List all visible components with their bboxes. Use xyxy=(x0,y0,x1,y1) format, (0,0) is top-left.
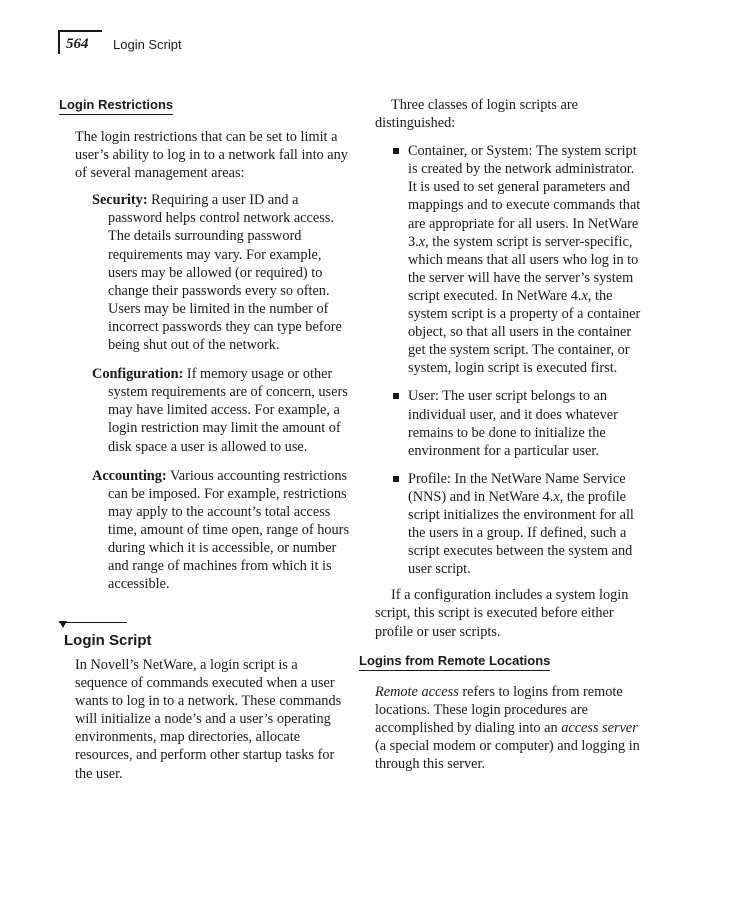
definition-term: Configuration: xyxy=(92,366,184,383)
list-item xyxy=(375,387,645,459)
restrictions-intro: The login restrictions that can be set to limit a user’s ability to log in to a network fall into any of several management areas: xyxy=(75,129,348,182)
section-rule xyxy=(59,622,127,623)
login-script-heading: Login Script xyxy=(64,632,152,649)
square-bullet-icon xyxy=(393,476,399,482)
definition-term: Accounting: xyxy=(92,467,167,484)
right-column xyxy=(359,96,645,773)
definition-term: Security: xyxy=(92,192,148,209)
header-rule-vertical xyxy=(58,30,60,54)
paragraph-text: refers to logins from remote locations. These login procedures are accomplished by dialing into an xyxy=(375,683,623,736)
login-script-section xyxy=(75,656,353,783)
paragraph-text: (a special modem or computer) and logging in through this server. xyxy=(375,737,640,772)
list-item-text: , the profile script initializes the environment for all the users in a group. If defined, such a script executes between the system and user script. xyxy=(408,488,634,578)
defined-term: Remote access xyxy=(375,683,459,700)
list-item-text: Container, or System: The system script is created by the network administrator. It is used to set general parameters and mappings and to execute commands that are appropriate for all users. In NetWare 3. xyxy=(408,143,641,250)
configuration-paragraph: If a configuration includes a system login script, this script is executed before either profile or user scripts. xyxy=(375,587,629,640)
version-variable: x xyxy=(581,287,588,304)
definition-text: Requiring a user ID and a password helps control network access. The details surrounding password requirements may vary. For example, users may be allowed (or required) to change their passwords every so often. Users may be limited in the number of incorrect passwords they can type before being shut out of the network. xyxy=(108,192,342,354)
definition-security xyxy=(92,191,354,354)
list-item-text: , the system script is server-specific, which means that all users who log in to the server will have the server’s system script executed. In NetWare 4. xyxy=(408,233,639,304)
triangle-marker-icon xyxy=(59,621,67,628)
list-item-text: Profile: In the NetWare Name Service (NNS) and in NetWare 4. xyxy=(408,470,626,505)
remote-access-paragraph xyxy=(375,683,645,773)
left-column xyxy=(59,96,354,593)
definition-accounting xyxy=(92,467,354,594)
list-item-text: User: The user script belongs to an individual user, and it does whatever remains to be done to initialize the environment for a particular user. xyxy=(408,388,618,459)
remote-logins-heading: Logins from Remote Locations xyxy=(359,653,550,671)
list-item xyxy=(375,142,645,377)
defined-term: access server xyxy=(561,719,638,736)
section-marker xyxy=(59,622,127,623)
definition-text: If memory usage or other system requirements are of concern, users may have limited access. For example, a login restriction may limit the amount of disk space a user is allowed to use. xyxy=(108,366,348,455)
page-number: 564 xyxy=(66,36,89,52)
definition-text: Various accounting restrictions can be imposed. For example, restrictions may apply to the account’s total access time, amount of time open, range of hours during which it is accessible, or number and range of machines from which it is accessible. xyxy=(108,467,350,593)
list-item xyxy=(375,470,645,579)
script-classes-list xyxy=(375,142,645,578)
version-variable: x xyxy=(553,488,560,505)
square-bullet-icon xyxy=(393,393,399,399)
login-script-paragraph: In Novell’s NetWare, a login script is a sequence of commands executed when a user wants to log in to a network. These commands will initialize a node’s and a user’s operating environments, map directories, allocate resources, and perform other startup tasks for the user. xyxy=(75,657,342,782)
running-title: Login Script xyxy=(113,37,182,52)
header-rule-horizontal xyxy=(58,30,102,32)
version-variable: x xyxy=(418,233,426,250)
definition-configuration xyxy=(92,365,354,455)
list-item-text: , the system script is a property of a container object, so that all users in the container get the system script. The container, or system, login script is executed first. xyxy=(408,287,641,377)
square-bullet-icon xyxy=(393,148,399,154)
login-restrictions-heading: Login Restrictions xyxy=(59,97,173,115)
classes-intro: Three classes of login scripts are distinguished: xyxy=(375,97,578,132)
